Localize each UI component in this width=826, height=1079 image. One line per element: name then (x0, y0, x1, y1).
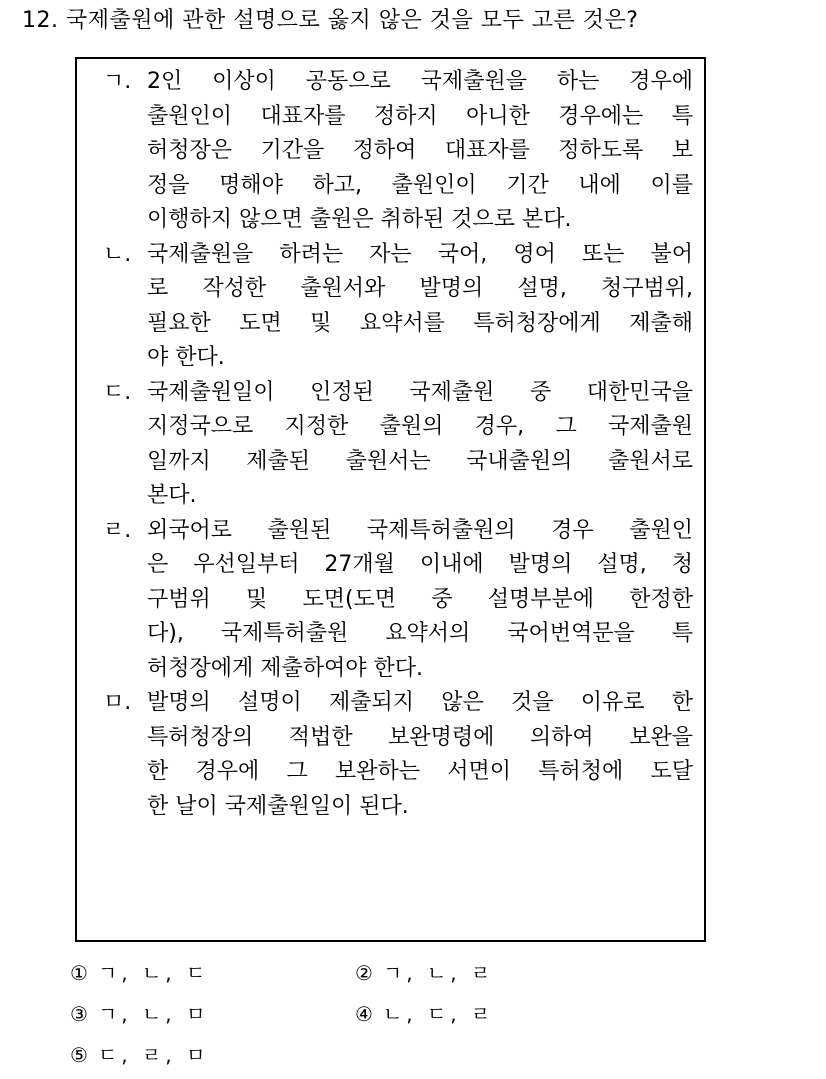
statement-mieum (103, 686, 693, 824)
statement-rieul (103, 514, 693, 687)
choice-options: ㄱ, ㄴ, ㅁ (97, 1002, 210, 1026)
statement-line: 필요한 도면 및 요약서를 특허청장에게 제출해 (147, 310, 693, 336)
choice-options: ㄱ, ㄴ, ㄹ (382, 961, 495, 985)
statement-nieun (103, 238, 693, 376)
statement-line: 은 우선일부터 27개월 이내에 발명의 설명, 청 (147, 552, 693, 577)
statements-box (75, 57, 706, 942)
choice-4[interactable] (355, 999, 494, 1029)
statement-line: 특허청장의 적법한 보완명령에 의하여 보완을 (147, 724, 693, 750)
statement-line: 야 한다. (147, 345, 225, 370)
statement-marker: ㄷ. (103, 379, 132, 405)
statement-marker: ㄹ. (103, 517, 132, 543)
choice-options: ㄷ, ㄹ, ㅁ (97, 1043, 210, 1067)
statement-line: 외국어로 출원된 국제특허출원의 경우 출원인 (147, 517, 693, 543)
choice-options: ㄴ, ㄷ, ㄹ (382, 1002, 495, 1026)
statement-line: 지정국으로 지정한 출원의 경우, 그 국제출원 (147, 414, 693, 439)
statement-line: 허청장에게 제출하여야 한다. (147, 655, 424, 681)
choice-number: ③ (70, 1002, 88, 1026)
statement-line: 일까지 제출된 출원서는 국내출원의 출원서로 (147, 448, 693, 474)
question-stem: 12. 국제출원에 관한 설명으로 옳지 않은 것을 모두 고른 것은? (22, 8, 639, 33)
statement-line: 국제출원을 하려는 자는 국어, 영어 또는 불어 (147, 241, 693, 267)
statement-line: 출원인이 대표자를 정하지 아니한 경우에는 특 (147, 103, 693, 129)
choice-number: ① (70, 961, 88, 985)
statement-line: 정을 명해야 하고, 출원인이 기간 내에 이를 (147, 172, 693, 198)
statement-digeut (103, 376, 693, 514)
statement-line: 2인 이상이 공동으로 국제출원을 하는 경우에 (147, 69, 693, 94)
choice-number: ⑤ (70, 1043, 88, 1067)
choice-number: ② (355, 961, 373, 985)
statement-line: 허청장은 기간을 정하여 대표자를 정하도록 보 (147, 138, 693, 163)
statement-giyeok (103, 65, 693, 238)
choice-1[interactable] (70, 958, 209, 988)
choice-options: ㄱ, ㄴ, ㄷ (97, 961, 210, 985)
statement-line: 구범위 및 도면(도면 중 설명부분에 한정한 (147, 586, 693, 612)
statement-line: 한 날이 국제출원일이 된다. (147, 793, 409, 819)
statement-line: 한 경우에 그 보완하는 서면이 특허청에 도달 (147, 759, 693, 784)
choice-5[interactable] (70, 1040, 209, 1070)
statement-line: 다), 국제특허출원 요약서의 국어번역문을 특 (147, 621, 693, 646)
statement-marker: ㄱ. (103, 69, 132, 94)
statement-line: 본다. (147, 483, 197, 508)
statement-line: 국제출원일이 인정된 국제출원 중 대한민국을 (147, 379, 693, 405)
statement-line: 발명의 설명이 제출되지 않은 것을 이유로 한 (147, 690, 693, 715)
statement-line: 로 작성한 출원서와 발명의 설명, 청구범위, (147, 276, 693, 301)
statement-line: 이행하지 않으면 출원은 취하된 것으로 본다. (147, 207, 572, 232)
statement-marker: ㄴ. (103, 241, 132, 267)
statements-list (103, 65, 693, 824)
statement-marker: ㅁ. (103, 690, 132, 715)
choice-number: ④ (355, 1002, 373, 1026)
choice-2[interactable] (355, 958, 494, 988)
choice-3[interactable] (70, 999, 209, 1029)
